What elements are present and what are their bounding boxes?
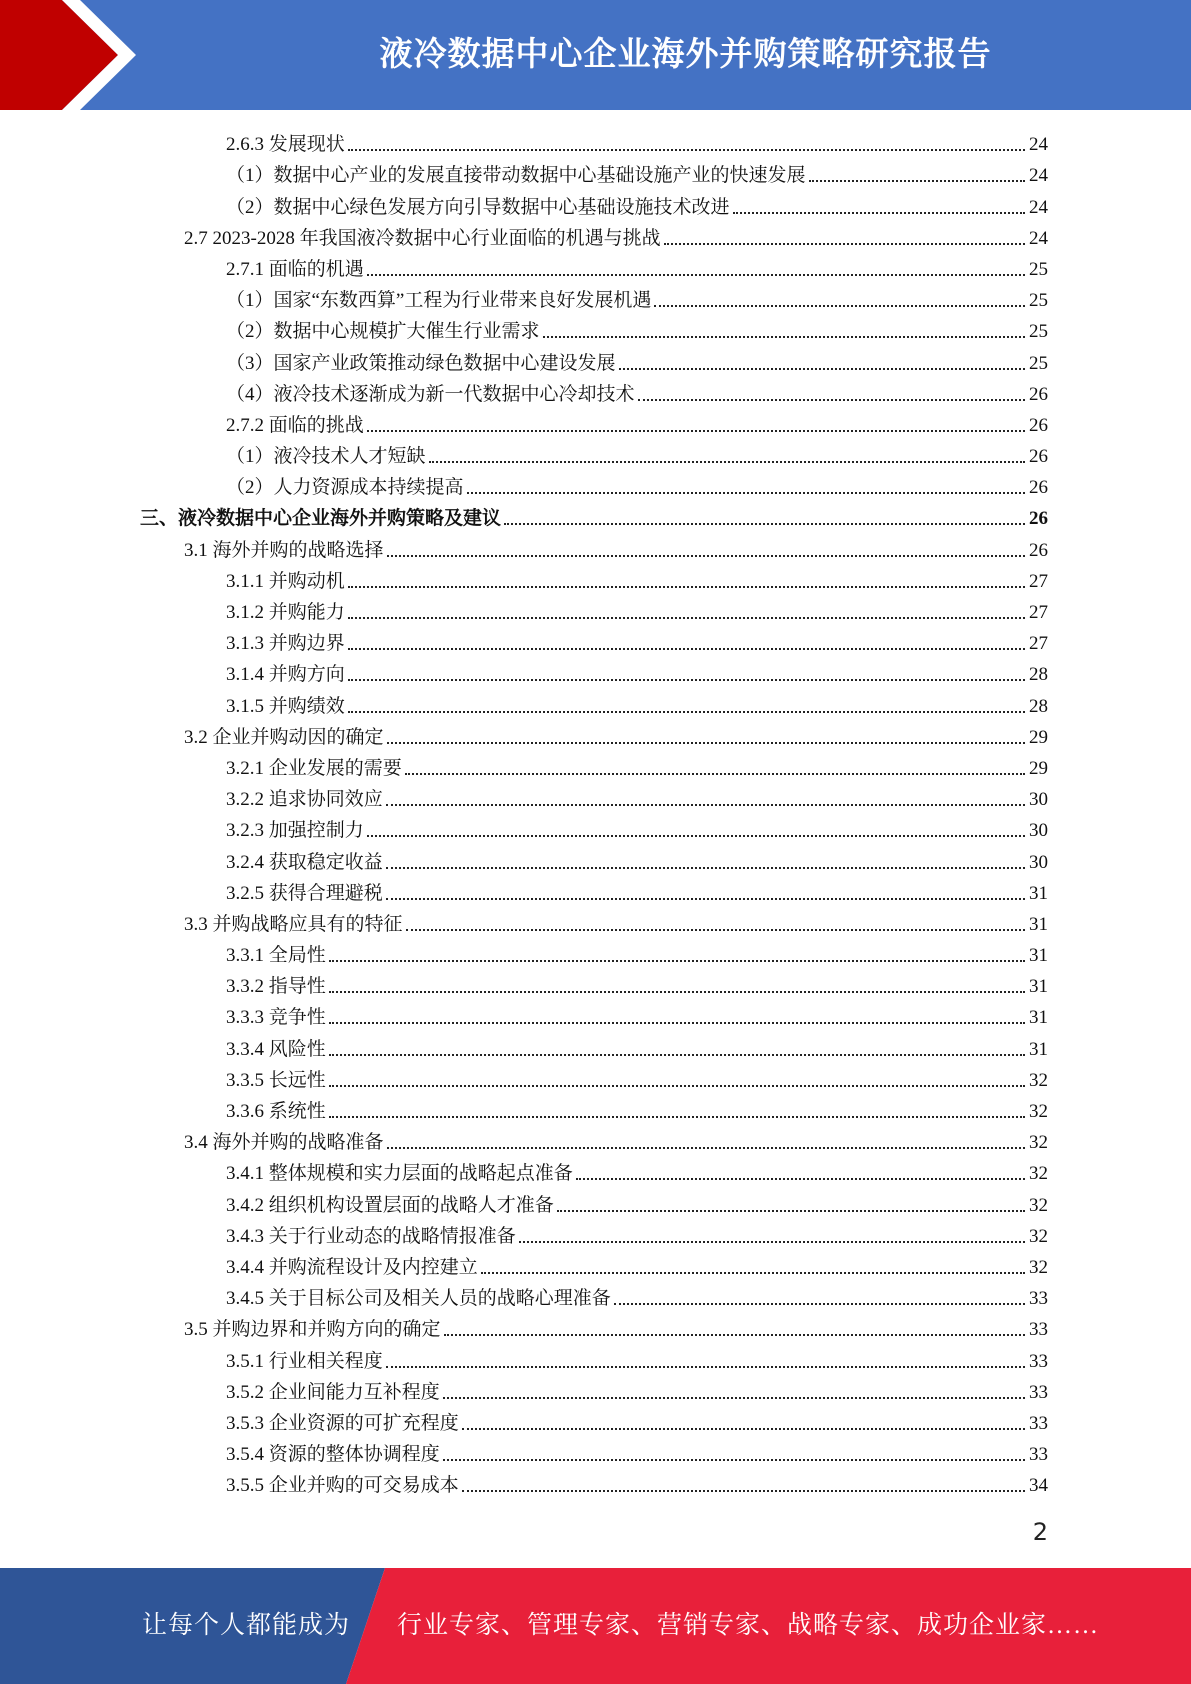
toc-entry-title: （2）数据中心规模扩大催生行业需求 [226, 320, 543, 344]
toc-entry-page: 33 [1029, 1319, 1048, 1341]
toc-dot-leader [387, 1147, 1025, 1149]
toc-entry-page: 26 [1029, 383, 1048, 405]
toc-entry-page: 32 [1029, 1194, 1048, 1216]
toc-entry-title: 三、液冷数据中心企业海外并购策略及建议 [140, 507, 504, 531]
toc-entry[interactable] [0, 625, 1191, 656]
toc-entry[interactable] [0, 1249, 1191, 1280]
toc-entry[interactable] [0, 251, 1191, 282]
toc-entry[interactable] [0, 1186, 1191, 1217]
toc-dot-leader [614, 1303, 1025, 1305]
toc-entry[interactable] [0, 126, 1191, 157]
toc-entry-title: 3.2.2 追求协同效应 [226, 788, 386, 812]
toc-entry[interactable] [0, 376, 1191, 407]
toc-entry-page: 28 [1029, 664, 1048, 686]
toc-entry[interactable] [0, 781, 1191, 812]
toc-entry-title: 3.3.6 系统性 [226, 1100, 329, 1124]
toc-dot-leader [504, 523, 1025, 525]
toc-entry-title: 2.7.2 面临的挑战 [226, 414, 367, 438]
toc-entry-title: 3.4.5 关于目标公司及相关人员的战略心理准备 [226, 1287, 614, 1311]
toc-dot-leader [543, 336, 1025, 338]
toc-dot-leader [367, 430, 1025, 432]
toc-entry-page: 32 [1029, 1163, 1048, 1185]
toc-entry-page: 29 [1029, 757, 1048, 779]
toc-entry-page: 33 [1029, 1444, 1048, 1466]
toc-entry-title: 3.1.5 并购绩效 [226, 695, 348, 719]
toc-entry[interactable] [0, 594, 1191, 625]
toc-entry-page: 31 [1029, 1007, 1048, 1029]
toc-entry-title: 3.3.1 全局性 [226, 944, 329, 968]
toc-entry[interactable] [0, 407, 1191, 438]
toc-entry-title: 3.5.2 企业间能力互补程度 [226, 1381, 443, 1405]
toc-entry-page: 25 [1029, 290, 1048, 312]
toc-entry-title: 3.1.3 并购边界 [226, 632, 348, 656]
toc-dot-leader [638, 399, 1025, 401]
toc-entry-title: 3.4.1 整体规模和实力层面的战略起点准备 [226, 1162, 576, 1186]
toc-entry-title: 3.5.3 企业资源的可扩充程度 [226, 1412, 462, 1436]
toc-entry-title: 3.5.5 企业并购的可交易成本 [226, 1474, 462, 1498]
toc-entry[interactable] [0, 968, 1191, 999]
toc-dot-leader [348, 617, 1025, 619]
toc-entry-title: 3.3.3 竞争性 [226, 1006, 329, 1030]
toc-entry-page: 26 [1029, 508, 1048, 530]
toc-entry-title: （2）人力资源成本持续提高 [226, 476, 467, 500]
toc-dot-leader [348, 586, 1025, 588]
toc-entry[interactable] [0, 1467, 1191, 1498]
toc-dot-leader [519, 1241, 1025, 1243]
header-chevron-icon [0, 0, 160, 110]
toc-entry[interactable] [0, 906, 1191, 937]
toc-dot-leader [654, 305, 1025, 307]
toc-dot-leader [348, 679, 1025, 681]
toc-entry-title: 3.3 并购战略应具有的特征 [184, 913, 406, 937]
page-header [0, 0, 1191, 110]
toc-dot-leader [619, 368, 1025, 370]
toc-entry-page: 26 [1029, 539, 1048, 561]
toc-dot-leader [406, 929, 1025, 931]
toc-dot-leader [444, 1334, 1025, 1336]
toc-entry-page: 34 [1029, 1475, 1048, 1497]
toc-entry-page: 32 [1029, 1069, 1048, 1091]
toc-entry-title: 3.4 海外并购的战略准备 [184, 1131, 387, 1155]
toc-entry[interactable] [0, 1280, 1191, 1311]
toc-entry-title: 3.1 海外并购的战略选择 [184, 539, 387, 563]
toc-entry-page: 25 [1029, 258, 1048, 280]
toc-entry[interactable] [0, 812, 1191, 843]
toc-entry-title: 2.6.3 发展现状 [226, 133, 348, 157]
toc-dot-leader [467, 492, 1025, 494]
toc-entry-title: 3.2.3 加强控制力 [226, 819, 367, 843]
toc-entry-page: 33 [1029, 1350, 1048, 1372]
toc-entry-page: 33 [1029, 1381, 1048, 1403]
toc-entry[interactable] [0, 1311, 1191, 1342]
toc-dot-leader [429, 461, 1025, 463]
toc-dot-leader [462, 1428, 1025, 1430]
toc-entry-title: 2.7.1 面临的机遇 [226, 258, 367, 282]
toc-entry-page: 31 [1029, 882, 1048, 904]
toc-entry-title: 3.5.4 资源的整体协调程度 [226, 1443, 443, 1467]
toc-entry[interactable] [0, 1093, 1191, 1124]
toc-dot-leader [329, 1022, 1025, 1024]
toc-entry-page: 31 [1029, 976, 1048, 998]
toc-entry[interactable] [0, 1030, 1191, 1061]
toc-entry-title: 3.2.5 获得合理避税 [226, 882, 386, 906]
toc-entry-title: （1）液冷技术人才短缺 [226, 445, 429, 469]
toc-entry-title: 3.4.2 组织机构设置层面的战略人才准备 [226, 1194, 557, 1218]
toc-entry-title: 3.1.4 并购方向 [226, 663, 348, 687]
toc-entry-page: 32 [1029, 1225, 1048, 1247]
toc-entry[interactable] [0, 344, 1191, 375]
toc-entry-page: 27 [1029, 602, 1048, 623]
toc-entry[interactable] [0, 282, 1191, 313]
toc-entry-title: 2.7 2023-2028 年我国液冷数据中心行业面临的机遇与挑战 [184, 227, 664, 251]
toc-dot-leader [733, 212, 1025, 214]
toc-entry-title: 3.2.4 获取稳定收益 [226, 851, 386, 875]
toc-dot-leader [367, 835, 1025, 837]
toc-entry-title: 3.4.3 关于行业动态的战略情报准备 [226, 1225, 519, 1249]
toc-entry-title: 3.2.1 企业发展的需要 [226, 757, 405, 781]
toc-entry-page: 24 [1029, 165, 1048, 187]
toc-entry[interactable] [0, 1374, 1191, 1405]
toc-entry[interactable] [0, 157, 1191, 188]
toc-entry-page: 24 [1029, 196, 1048, 218]
toc-entry-page: 31 [1029, 945, 1048, 967]
toc-entry-page: 24 [1029, 134, 1048, 156]
page-footer [0, 1568, 1191, 1684]
toc-entry-title: 3.4.4 并购流程设计及内控建立 [226, 1256, 481, 1280]
toc-entry[interactable] [0, 875, 1191, 906]
toc-entry-title: （1）国家“东数西算”工程为行业带来良好发展机遇 [226, 289, 654, 313]
toc-entry-title: （1）数据中心产业的发展直接带动数据中心基础设施产业的快速发展 [226, 164, 809, 188]
toc-dot-leader [387, 555, 1025, 557]
toc-dot-leader [443, 1459, 1025, 1461]
footer-slogan-right: 行业专家、管理专家、营销专家、战略专家、成功企业家…… [397, 1612, 1100, 1639]
toc-entry-title: （2）数据中心绿色发展方向引导数据中心基础设施技术改进 [226, 196, 733, 220]
toc-entry-page: 31 [1029, 1038, 1048, 1060]
toc-dot-leader [809, 180, 1025, 182]
toc-entry-page: 29 [1029, 726, 1048, 748]
toc-dot-leader [462, 1490, 1025, 1492]
toc-entry-page: 25 [1029, 352, 1048, 374]
toc-entry[interactable] [0, 531, 1191, 562]
toc-dot-leader [386, 898, 1025, 900]
toc-entry-page: 28 [1029, 695, 1048, 717]
toc-entry-page: 33 [1029, 1288, 1048, 1310]
toc-dot-leader [405, 773, 1025, 775]
toc-dot-leader [557, 1210, 1025, 1212]
toc-entry-page: 26 [1029, 477, 1048, 499]
toc-entry[interactable] [0, 1218, 1191, 1249]
toc-entry[interactable] [0, 500, 1191, 531]
toc-entry[interactable] [0, 750, 1191, 781]
toc-dot-leader [329, 991, 1025, 993]
toc-entry-page: 31 [1029, 913, 1048, 935]
toc-entry-page: 26 [1029, 414, 1048, 436]
toc-entry-page: 30 [1029, 789, 1048, 811]
toc-entry[interactable] [0, 1124, 1191, 1155]
toc-dot-leader [443, 1397, 1025, 1399]
toc-entry-page: 33 [1029, 1412, 1048, 1434]
toc-dot-leader [348, 149, 1025, 151]
page-number: 2 [1032, 1518, 1048, 1546]
report-title: 液冷数据中心企业海外并购策略研究报告 [379, 34, 992, 73]
toc-dot-leader [386, 1366, 1025, 1368]
toc-dot-leader [329, 1085, 1025, 1087]
toc-entry-page: 32 [1029, 1132, 1048, 1154]
toc-entry-page: 30 [1029, 851, 1048, 873]
toc-entry-page: 25 [1029, 321, 1048, 343]
toc-entry-page: 32 [1029, 1256, 1048, 1278]
toc-entry-page: 27 [1029, 633, 1048, 655]
toc-entry-page: 32 [1029, 1101, 1048, 1122]
toc-entry-page: 24 [1029, 227, 1048, 249]
toc-entry[interactable] [0, 1342, 1191, 1373]
toc-entry[interactable] [0, 687, 1191, 718]
toc-dot-leader [367, 274, 1025, 276]
toc-entry-page: 27 [1029, 570, 1048, 592]
toc-entry-title: 3.1.2 并购能力 [226, 601, 348, 625]
toc-entry-title: 3.1.1 并购动机 [226, 570, 348, 594]
toc-dot-leader [348, 648, 1025, 650]
toc-dot-leader [329, 1054, 1025, 1056]
toc-entry[interactable] [0, 1155, 1191, 1186]
toc-entry-title: 3.2 企业并购动因的确定 [184, 726, 387, 750]
toc-entry[interactable] [0, 937, 1191, 968]
toc-entry[interactable] [0, 469, 1191, 500]
toc-entry-title: 3.3.4 风险性 [226, 1038, 329, 1062]
toc-entry[interactable] [0, 1436, 1191, 1467]
toc-entry[interactable] [0, 999, 1191, 1030]
toc-entry-page: 30 [1029, 820, 1048, 842]
toc-dot-leader [348, 711, 1025, 713]
toc-entry[interactable] [0, 220, 1191, 251]
toc-dot-leader [329, 960, 1025, 962]
table-of-contents [0, 126, 1191, 1498]
toc-dot-leader [576, 1178, 1025, 1180]
toc-entry[interactable] [0, 563, 1191, 594]
toc-entry-title: （3）国家产业政策推动绿色数据中心建设发展 [226, 352, 619, 376]
toc-entry[interactable] [0, 843, 1191, 874]
toc-entry-title: 3.5.1 行业相关程度 [226, 1350, 386, 1374]
toc-entry[interactable] [0, 656, 1191, 687]
toc-entry-page: 26 [1029, 446, 1048, 468]
footer-slogan-left: 让每个人都能成为 [142, 1612, 351, 1639]
toc-dot-leader [481, 1272, 1025, 1274]
toc-dot-leader [386, 867, 1025, 869]
toc-entry-title: 3.3.2 指导性 [226, 975, 329, 999]
toc-entry[interactable] [0, 313, 1191, 344]
toc-dot-leader [664, 243, 1025, 245]
toc-entry-title: （4）液冷技术逐渐成为新一代数据中心冷却技术 [226, 383, 638, 407]
toc-dot-leader [386, 804, 1025, 806]
toc-entry[interactable] [0, 438, 1191, 469]
toc-entry[interactable] [0, 188, 1191, 219]
toc-entry-title: 3.3.5 长远性 [226, 1069, 329, 1093]
toc-dot-leader [387, 742, 1025, 744]
toc-entry[interactable] [0, 1062, 1191, 1093]
toc-entry[interactable] [0, 719, 1191, 750]
toc-dot-leader [329, 1116, 1025, 1118]
toc-entry-title: 3.5 并购边界和并购方向的确定 [184, 1318, 444, 1342]
toc-entry[interactable] [0, 1405, 1191, 1436]
